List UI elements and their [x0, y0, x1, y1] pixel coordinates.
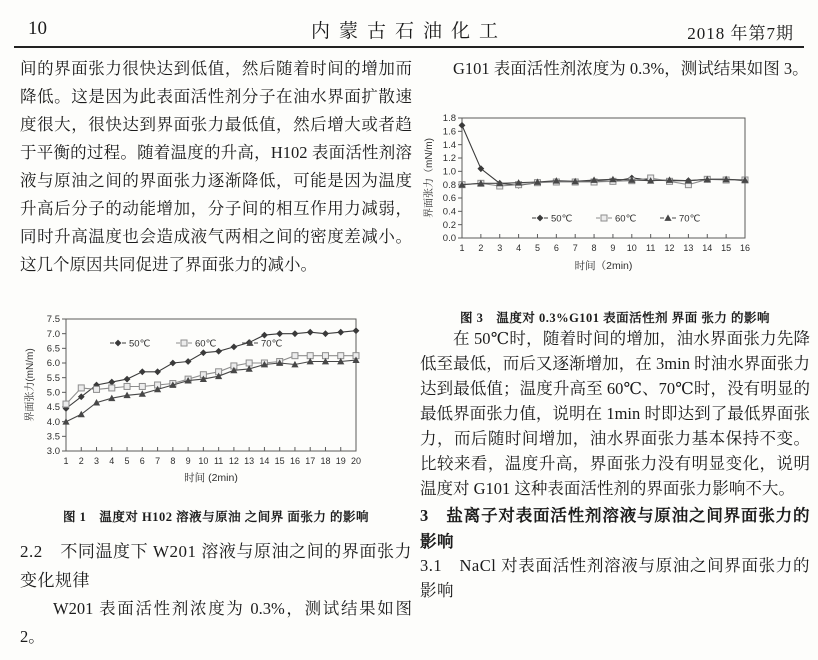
right-column	[420, 55, 810, 603]
paragraph-g101: G101 表面活性剂浓度为 0.3%，测试结果如图 3。	[453, 59, 809, 78]
legend-label: 60℃	[195, 338, 217, 350]
figure-3	[420, 95, 810, 326]
x-tick-label: 2	[478, 243, 484, 253]
y-tick-label: 7.0	[46, 328, 60, 340]
marker-square	[307, 353, 313, 359]
y-tick-label: 0.6	[442, 193, 456, 205]
legend-label: 50℃	[551, 213, 573, 225]
marker-diamond	[185, 358, 192, 365]
y-tick-label: 1.2	[442, 153, 456, 165]
axes	[422, 113, 750, 272]
y-tick-label: 0.0	[442, 233, 456, 245]
x-tick-label: 13	[683, 243, 694, 253]
x-tick-label: 8	[170, 456, 176, 466]
figure-3-caption: 图 3 温度对 0.3%G101 表面活性剂 界面 张力 的影响	[459, 311, 771, 325]
x-axis-label: 时间（2min)	[574, 260, 633, 272]
x-tick-label: 14	[702, 243, 713, 253]
marker-diamond	[169, 360, 176, 367]
x-tick-label: 7	[155, 456, 161, 466]
paragraph-discussion: 在 50℃时，随着时间的增加，油水界面张力先降低至最低，而后又逐渐增加，在 3min 时油水界面张力达到最低值；温度升高至 60℃、70℃时，没有明显的最低界面张力值，说明在 1min 时即达到了最低界面张力，而后随时间增加，油水界面张力基本保持不变。比较来看，温度升高，界面张力没有明显变化，说明温度对 G101 这种表面活性剂的界面张力影响不大。	[420, 329, 810, 498]
section-3-heading: 3 盐离子对表面活性剂溶液与原油之间界面张力的影响	[420, 506, 810, 551]
x-tick-label: 18	[320, 456, 331, 466]
figure-3-line-chart	[420, 95, 765, 288]
x-tick-label: 6	[553, 243, 559, 253]
marker-diamond	[139, 368, 146, 375]
axes	[23, 314, 361, 484]
marker-square	[124, 383, 130, 389]
x-tick-label: 12	[664, 243, 675, 253]
y-tick-label: 5.0	[46, 387, 60, 399]
legend-entry	[660, 214, 701, 225]
legend-label: 60℃	[615, 213, 637, 225]
x-tick-label: 8	[591, 243, 597, 253]
series-70℃	[62, 356, 359, 424]
journal-title: 内蒙古石油化工	[310, 21, 507, 42]
page-header	[0, 12, 818, 44]
y-tick-label: 0.8	[442, 179, 456, 191]
marker-square	[63, 401, 69, 407]
legend-entry	[596, 214, 637, 225]
marker-diamond	[353, 327, 360, 334]
x-tick-label: 15	[721, 243, 732, 253]
legend-entry	[110, 339, 151, 350]
y-tick-label: 0.4	[442, 206, 456, 218]
legend-label: 70℃	[679, 213, 701, 225]
marker-diamond	[337, 329, 344, 336]
marker-square	[292, 353, 298, 359]
y-tick-label: 3.0	[46, 446, 60, 458]
legend-label: 50℃	[129, 338, 151, 350]
section-3-1-heading: 3.1 NaCl 对表面活性剂溶液与原油之间界面张力的影响	[420, 556, 810, 600]
x-tick-label: 1	[63, 456, 69, 466]
marker-triangle	[664, 214, 671, 221]
y-tick-label: 6.5	[46, 343, 60, 355]
marker-diamond	[154, 368, 161, 375]
header-divider	[14, 46, 804, 48]
x-tick-label: 3	[94, 456, 100, 466]
x-tick-label: 5	[124, 456, 130, 466]
marker-square	[338, 353, 344, 359]
x-tick-label: 4	[516, 243, 522, 253]
y-tick-label: 6.0	[46, 358, 60, 370]
x-tick-label: 1	[459, 243, 465, 253]
y-tick-label: 1.8	[442, 113, 456, 125]
y-tick-label: 5.5	[46, 372, 60, 384]
x-tick-label: 20	[350, 456, 362, 466]
legend-entry	[532, 214, 573, 225]
marker-diamond	[322, 330, 329, 337]
legend-entry	[176, 339, 217, 350]
x-tick-label: 11	[213, 456, 224, 466]
y-tick-label: 1.4	[442, 139, 456, 151]
y-tick-label: 4.0	[46, 416, 60, 428]
x-tick-label: 14	[259, 456, 270, 466]
y-axis-label: 界面张力（mN/m)	[424, 138, 435, 218]
issue-label: 2018 年第7期	[687, 24, 794, 43]
series-line	[462, 125, 745, 185]
y-tick-label: 1.6	[442, 126, 456, 138]
marker-diamond	[115, 340, 122, 347]
x-tick-label: 3	[497, 243, 503, 253]
x-tick-label: 10	[198, 456, 209, 466]
x-tick-label: 9	[610, 243, 616, 253]
marker-diamond	[230, 343, 237, 350]
x-tick-label: 13	[244, 456, 255, 466]
page-number: 10	[28, 18, 47, 39]
x-tick-label: 2	[78, 456, 84, 466]
marker-diamond	[307, 329, 314, 336]
marker-square	[78, 385, 84, 391]
y-tick-label: 4.5	[46, 402, 60, 414]
y-tick-label: 0.2	[442, 219, 456, 231]
marker-square	[246, 360, 252, 366]
y-tick-label: 1.0	[442, 166, 456, 178]
section-2-2-heading: 2.2 不同温度下 W201 溶液与原油之间的界面张力变化规律	[20, 542, 412, 590]
x-tick-label: 17	[305, 456, 316, 466]
marker-square	[139, 383, 145, 389]
left-column	[20, 55, 412, 651]
x-axis-label: 时间 (2min)	[184, 472, 238, 484]
marker-diamond	[215, 348, 222, 355]
figure-1-line-chart	[20, 311, 410, 501]
marker-diamond	[292, 330, 299, 337]
figure-1-caption: 图 1 温度对 H102 溶液与原油 之间界 面张力 的影响	[63, 510, 369, 524]
y-tick-label: 7.5	[46, 314, 60, 326]
marker-diamond	[276, 330, 283, 337]
x-tick-label: 10	[626, 243, 637, 253]
x-tick-label: 9	[185, 456, 191, 466]
x-tick-label: 4	[109, 456, 115, 466]
x-tick-label: 12	[228, 456, 239, 466]
figure-1	[20, 311, 412, 525]
x-tick-label: 6	[139, 456, 145, 466]
x-tick-label: 16	[289, 456, 300, 466]
x-tick-label: 19	[335, 456, 346, 466]
x-tick-label: 11	[645, 243, 656, 253]
x-tick-label: 5	[534, 243, 540, 253]
y-tick-label: 3.5	[46, 431, 60, 443]
marker-diamond	[124, 376, 131, 383]
paragraph-continuation: 间的界面张力很快达到低值，然后随着时间的增加而降低。这是因为此表面活性剂分子在油水界面扩散速度很大，很快达到界面张力最低值，然后增大或者趋于平衡的过程。随着温度的升高，H102 表面活性剂溶液与原油之间的界面张力逐渐降低，可能是因为温度升高后分子的动能增加，分子间的相互作用力减弱，同时升高温度也会造成液气两相之间的密度差减小。这几个原因共同促进了界面张力的减小。	[20, 59, 412, 274]
marker-diamond	[261, 332, 268, 339]
marker-square	[601, 215, 607, 221]
y-axis-label: 界面张力(mN/m)	[25, 348, 36, 422]
marker-diamond	[537, 215, 544, 222]
marker-square	[181, 340, 187, 346]
marker-diamond	[200, 349, 207, 356]
x-tick-label: 16	[739, 243, 751, 253]
x-tick-label: 15	[274, 456, 285, 466]
marker-diamond	[459, 122, 466, 129]
marker-square	[322, 353, 328, 359]
marker-square	[94, 386, 100, 392]
paragraph-w201: W201 表面活性剂浓度为 0.3%，测试结果如图 2。	[20, 599, 412, 646]
marker-square	[109, 385, 115, 391]
x-tick-label: 7	[572, 243, 578, 253]
legend-label: 70℃	[261, 338, 283, 350]
